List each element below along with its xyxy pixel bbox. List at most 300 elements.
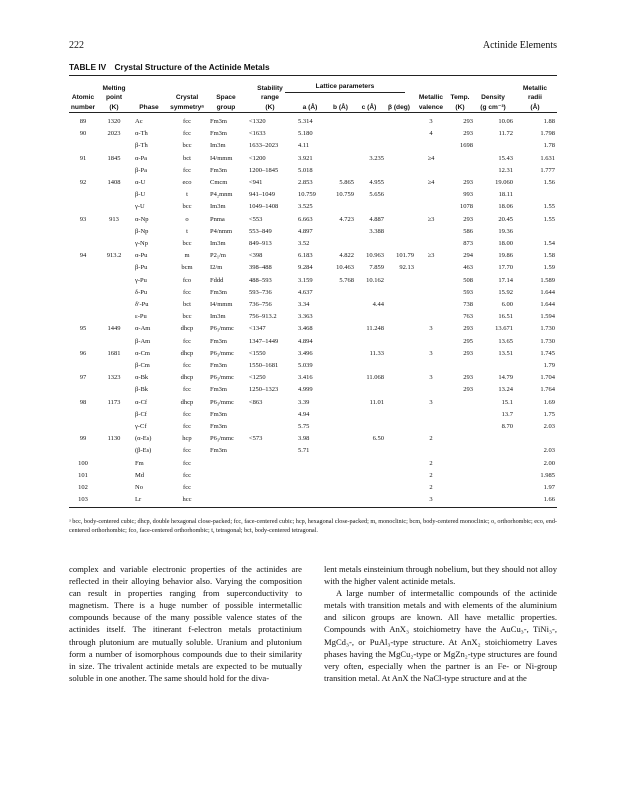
table-cell: 5.039 xyxy=(298,362,313,369)
table-row xyxy=(69,129,557,138)
table-row xyxy=(69,239,557,248)
table-cell: No xyxy=(135,484,143,491)
table-cell: <1347 xyxy=(249,325,266,333)
table-cell: 99 xyxy=(79,435,87,443)
table-cell: dhcp xyxy=(180,374,194,382)
table-cell: 1.764 xyxy=(540,386,555,394)
table-cell: Fm3m xyxy=(210,130,227,138)
table-cell: 756–913.2 xyxy=(249,313,277,321)
table-header xyxy=(69,78,557,112)
table-cell: β-Cf xyxy=(135,410,147,418)
table-cell: 1.589 xyxy=(540,276,555,284)
column-header-13-line-1: radii xyxy=(528,94,542,101)
table-cell: 1.97 xyxy=(543,484,555,491)
table-cell: 1.644 xyxy=(540,288,555,296)
table-cell: ≥4 xyxy=(427,154,435,162)
table-cell: 90 xyxy=(79,130,87,138)
table-cell: 17.14 xyxy=(498,276,513,284)
table-cell: 5.314 xyxy=(298,118,313,125)
table-cell: 913 xyxy=(109,215,119,223)
table-cell: P6₃/mmc xyxy=(210,374,234,382)
table-cell: Fm3m xyxy=(210,166,227,174)
table-cell: γ-Cf xyxy=(135,423,147,430)
table-cell: ≥3 xyxy=(427,252,435,260)
table-cell: 293 xyxy=(463,118,473,125)
column-header-0-line-0: Atomic xyxy=(71,94,95,101)
table-cell: 96 xyxy=(79,349,87,357)
group-underline xyxy=(285,92,405,93)
table-cell: 736–756 xyxy=(249,301,272,308)
table-cell: 18.06 xyxy=(498,203,513,211)
table-cell: α-Np xyxy=(135,215,149,223)
body-column-left xyxy=(69,563,302,684)
table-cell: 294 xyxy=(463,252,473,260)
table-cell: fcc xyxy=(183,130,191,138)
table-cell: 14.79 xyxy=(498,374,513,382)
table-cell: Im3m xyxy=(210,313,226,321)
table-cell: 293 xyxy=(463,179,473,186)
table-cell: dhcp xyxy=(180,349,194,357)
table-row xyxy=(69,434,557,443)
table-cell: bcm xyxy=(181,264,193,272)
table-cell: 1.55 xyxy=(543,215,555,223)
table-cell: 12.31 xyxy=(498,166,513,174)
table-cell: 11.248 xyxy=(366,325,384,333)
table-cell: 1.58 xyxy=(543,252,555,260)
table-cell: 763 xyxy=(463,313,473,321)
column-header-7-line-0: b (Å) xyxy=(332,103,348,111)
table-cell: hcc xyxy=(182,496,192,504)
table-cell: 4.894 xyxy=(298,337,313,345)
table-cell: 1347–1449 xyxy=(249,337,279,345)
table-cell: 873 xyxy=(463,240,473,247)
column-header-0-line-1: number xyxy=(70,103,96,111)
table-row xyxy=(69,410,557,419)
table-cell: 18.11 xyxy=(498,191,513,199)
table-cell: 1.55 xyxy=(543,203,555,211)
column-header-4-line-1: group xyxy=(216,103,236,111)
table-cell: α-Cf xyxy=(135,398,148,406)
table-cell: 295 xyxy=(463,337,473,345)
table-cell: β-U xyxy=(135,191,146,199)
table-cell: P2₁/m xyxy=(210,252,226,260)
body-paragraph: A large number of intermetallic compounds of the actinide metals with transition metals and with elements of the aluminium and silicon groups are known. All have metallic properties. Compounds with AnX₃ stoichiometry have the AuCu₃-, TiNi₃-, MgCd₃-, or PuAl₃-type structure. At AnX₂ stoichiometry Laves phases having the MgCu₂-type or MgZn₂-type structures are found very often, especially when the partner is an Fe- or Ni-group transition metal. At AnX the NaCl-type structure and at the xyxy=(324,588,557,683)
table-cell: 463 xyxy=(463,264,473,272)
table-cell: 2 xyxy=(429,484,433,491)
table-cell: α-Cm xyxy=(135,349,150,357)
table-cell: 6.663 xyxy=(298,215,313,223)
table-cell: P4₂mnm xyxy=(210,191,233,199)
table-row xyxy=(69,349,557,358)
table-cell: δ′-Pu xyxy=(135,301,149,308)
table-cell: 5.71 xyxy=(298,447,310,455)
table-row xyxy=(69,251,557,260)
table-cell: β-Pa xyxy=(135,166,147,174)
table-cell: β-Th xyxy=(135,142,148,150)
body-paragraph: lent metals einsteinium through nobelium, but they should not alloy with the higher valent actinide metals. xyxy=(324,564,557,587)
table-cell: 1.798 xyxy=(540,130,555,138)
table-cell: 15.43 xyxy=(498,154,513,162)
table-cell: 3.159 xyxy=(298,276,313,284)
table-cell: 5.768 xyxy=(339,276,354,284)
table-cell: <1320 xyxy=(249,118,266,125)
table-cell: 3.363 xyxy=(298,313,313,321)
table-cell: Fm3m xyxy=(210,362,227,369)
column-header-9-line-0: β (deg) xyxy=(388,103,410,111)
table-cell: dhcp xyxy=(180,325,194,333)
table-cell: Cmcm xyxy=(210,179,228,186)
table-cell: 1.594 xyxy=(540,313,555,321)
table-row xyxy=(69,337,557,346)
table-cell: 92.13 xyxy=(399,264,414,272)
table-cell: Im3m xyxy=(210,142,226,150)
body-paragraph: complex and variable electronic properties of the actinides are reflected in their alloying behavior also. Varying the composition can result in properties ranging from superconductivity to magnetism. There is a huge number of possible intermetallic compounds because of the many possible valence states of the actinides itself. The itinerant f-electron metals protactinium through plutonium are mutually soluble. Uranium and plutonium form a number of isomorphous compounds due to their similarity in size. The trivalent actinide metals are expected to be mutually soluble in one another. The same should hold for the diva- xyxy=(69,564,302,683)
table-cell: 4.723 xyxy=(339,215,354,223)
table-cell: 293 xyxy=(463,130,473,138)
table-cell: eco xyxy=(182,179,192,186)
table-cell: 1.777 xyxy=(540,166,555,174)
table-cell: 913.2 xyxy=(106,252,122,260)
table-row xyxy=(69,227,557,236)
table-cell: 5.75 xyxy=(298,423,310,430)
table-cell: fcc xyxy=(183,484,191,491)
table-row xyxy=(69,483,557,492)
table-cell: fcc xyxy=(183,288,191,296)
table-row xyxy=(69,324,557,333)
table-cell: 1698 xyxy=(460,142,473,150)
table-cell: <863 xyxy=(249,398,263,406)
table-cell: 398–488 xyxy=(249,264,272,272)
table-cell: fco xyxy=(182,276,192,284)
column-header-3-line-0: Crystal xyxy=(175,94,199,101)
table-cell: 3.98 xyxy=(298,435,310,443)
table-cell: fcc xyxy=(183,410,191,418)
table-row xyxy=(69,398,557,407)
table-cell: 508 xyxy=(463,276,473,284)
table-cell: 293 xyxy=(463,349,473,357)
table-row xyxy=(69,446,557,455)
table-cell: P6₃/mmc xyxy=(210,325,234,333)
table-cell: 1.78 xyxy=(543,142,555,150)
table-cell: 1320 xyxy=(107,118,121,125)
table-cell: 4.955 xyxy=(369,179,384,186)
table-row xyxy=(69,459,557,468)
table-cell: fcc xyxy=(183,118,191,125)
table-cell: β-Bk xyxy=(135,386,149,394)
table-row xyxy=(69,276,557,285)
table-cell: 13.7 xyxy=(501,410,513,418)
table-cell: 10.963 xyxy=(366,252,384,260)
table-row xyxy=(69,288,557,297)
table-cell: 92 xyxy=(79,179,87,186)
table-cell: 586 xyxy=(463,227,473,235)
table-row xyxy=(69,361,557,370)
table-cell: α-Pu xyxy=(135,252,148,260)
table-cell: 3 xyxy=(429,349,433,357)
column-header-4-line-0: Space xyxy=(216,94,236,101)
table-cell: <1633 xyxy=(249,130,266,138)
table-cell: fcc xyxy=(183,471,191,479)
table-footnote: ᵃ bcc, body-centered cubic; dhcp, double hexagonal close-packed; fcc, face-centered cubic; hcp, hexagonal close-packed; m, monoclinic; bcm, body-centered monoclinic; o, orthorhombic; eco, end-centered orthorhombic; fco, face-centered orthorhombic; t, tetragonal; bct, body-centered tetragonal. xyxy=(69,518,557,534)
table-cell: 97 xyxy=(79,374,87,382)
table-cell: P4/nmm xyxy=(210,227,233,235)
table-cell: 2 xyxy=(429,435,433,443)
table-cell: 15.1 xyxy=(501,398,513,406)
table-cell: Fm3m xyxy=(210,410,227,418)
table-cell: 10.162 xyxy=(366,276,384,284)
table-cell: 941–1049 xyxy=(249,191,275,199)
table-cell: fcc xyxy=(183,386,191,394)
table-cell: 3 xyxy=(429,496,433,504)
table-caption xyxy=(69,62,557,72)
table-cell: 3.235 xyxy=(369,154,384,162)
table-row xyxy=(69,300,557,309)
table-cell: <398 xyxy=(249,252,263,260)
table-cell: 3.525 xyxy=(298,203,313,211)
table-cell: <553 xyxy=(249,215,263,223)
table-cell: Fm3m xyxy=(210,386,227,394)
table-bottom-rule xyxy=(69,507,557,508)
table-cell: fcc xyxy=(183,447,191,455)
table-cell: 9.284 xyxy=(298,264,313,272)
table-cell: α-Am xyxy=(135,325,151,333)
table-cell: Fm3m xyxy=(210,337,227,345)
table-cell: 98 xyxy=(79,398,87,406)
table-cell: Lr xyxy=(135,496,142,504)
table-cell: 1.66 xyxy=(543,496,555,504)
table-cell: 1173 xyxy=(107,398,121,406)
column-header-13-line-2: (Å) xyxy=(530,103,540,111)
table-cell: 1.704 xyxy=(540,374,555,382)
column-header-1-line-1: point xyxy=(105,94,123,101)
table-cell: 2.853 xyxy=(298,179,313,186)
table-row xyxy=(69,166,557,175)
table-cell: I2/m xyxy=(210,264,223,272)
column-header-13-line-0: Metallic xyxy=(522,84,548,92)
table-cell: 20.45 xyxy=(498,215,513,223)
table-cell: 4.11 xyxy=(298,142,310,150)
table-cell: bct xyxy=(183,154,191,162)
table-cell: 293 xyxy=(463,374,473,382)
table-cell: 16.51 xyxy=(498,313,513,321)
table-cell: 849–913 xyxy=(249,240,272,247)
table-cell: bcc xyxy=(182,313,192,321)
table-cell: α-Bk xyxy=(135,374,149,382)
table-cell: 3.468 xyxy=(298,325,313,333)
table-row xyxy=(69,178,557,187)
table-cell: 1250–1323 xyxy=(249,386,279,394)
table-cell: (α-Es) xyxy=(135,435,152,443)
table-cell: δ-Pu xyxy=(135,288,148,296)
table-cell: 1.79 xyxy=(543,362,555,369)
table-cell: 17.70 xyxy=(498,264,513,272)
table-cell: 3 xyxy=(429,118,433,125)
column-header-12-line-1: (g cm⁻³) xyxy=(480,103,506,111)
table-cell: 2023 xyxy=(107,130,121,138)
table-cell: 1.75 xyxy=(543,410,555,418)
table-cell: 13.51 xyxy=(498,349,513,357)
table-cell: <1550 xyxy=(249,349,266,357)
running-header xyxy=(69,40,557,54)
table-cell: <1250 xyxy=(249,374,266,382)
table-row xyxy=(69,495,557,504)
table-cell: fcc xyxy=(183,166,191,174)
column-header-2-line-0: Phase xyxy=(139,103,159,111)
table-cell: 1.69 xyxy=(543,398,555,406)
table-cell: 1200–1845 xyxy=(249,166,279,174)
table-cell: 1.631 xyxy=(540,154,555,162)
table-cell: 2 xyxy=(429,471,433,479)
table-cell: 3.34 xyxy=(298,301,310,308)
table-cell: 102 xyxy=(78,484,88,491)
column-header-10-line-0: Metallic xyxy=(418,94,444,101)
table-cell: 3 xyxy=(429,374,433,382)
table-cell: 11.72 xyxy=(498,130,513,138)
table-cell: 94 xyxy=(79,252,87,260)
table-cell: 488–593 xyxy=(249,276,272,284)
lattice-parameters-group-header: Lattice parameters xyxy=(315,83,375,90)
table-cell: Fm3m xyxy=(210,447,227,455)
table-cell: <1200 xyxy=(249,154,266,162)
table-cell: 13.65 xyxy=(498,337,513,345)
table-cell: 293 xyxy=(463,386,473,394)
table-cell: 10.463 xyxy=(336,264,354,272)
table-cell: 1.59 xyxy=(543,264,555,272)
table-cell: 11.33 xyxy=(369,349,384,357)
table-cell: 89 xyxy=(79,118,87,125)
table-row xyxy=(69,263,557,272)
table-title: Crystal Structure of the Actinide Metals xyxy=(114,62,270,72)
table-cell: 10.759 xyxy=(336,191,354,199)
table-cell: bcc xyxy=(182,142,192,150)
table-cell: Ac xyxy=(135,118,143,125)
table-cell: 5.656 xyxy=(369,191,384,199)
table-cell: 593–736 xyxy=(249,288,272,296)
table-cell: 101.79 xyxy=(396,252,414,260)
table-row xyxy=(69,154,557,163)
table-cell: 5.180 xyxy=(298,130,313,138)
table-cell: α-Pa xyxy=(135,154,148,162)
table-cell: 95 xyxy=(79,325,87,333)
table-cell: t xyxy=(186,191,188,199)
table-cell: ε-Pu xyxy=(135,313,147,321)
table-top-rule xyxy=(69,75,557,76)
table-cell: 1633–2023 xyxy=(249,142,279,150)
column-header-8-line-0: c (Å) xyxy=(361,103,377,111)
table-cell: 1.985 xyxy=(540,471,555,479)
table-cell: 1130 xyxy=(107,435,121,443)
column-header-10-line-1: valence xyxy=(418,103,444,111)
table-cell: α-Th xyxy=(135,130,148,138)
table-row xyxy=(69,215,557,224)
table-cell: β-Np xyxy=(135,227,149,235)
table-cell: 15.92 xyxy=(498,288,513,296)
table-cell: 1.88 xyxy=(543,118,555,125)
table-cell: I4/mmm xyxy=(210,154,233,162)
table-cell: 1078 xyxy=(460,203,473,211)
table-cell: <573 xyxy=(249,435,263,443)
table-cell: 1550–1681 xyxy=(249,362,279,369)
table-cell: 1.730 xyxy=(540,325,555,333)
table-cell: 4.637 xyxy=(298,288,313,296)
table-cell: 103 xyxy=(78,496,88,504)
column-header-12-line-0: Density xyxy=(481,94,505,101)
table-cell: P6₃/mmc xyxy=(210,435,234,443)
table-cell: Md xyxy=(135,471,145,479)
table-cell: Fddd xyxy=(210,276,224,284)
table-cell: 3 xyxy=(429,398,433,406)
table-cell: 293 xyxy=(463,325,473,333)
body-column-right xyxy=(324,563,557,684)
table-cell: 101 xyxy=(78,471,88,479)
table-cell: Fm3m xyxy=(210,288,227,296)
table-cell: 4.887 xyxy=(369,215,384,223)
table-row xyxy=(69,202,557,211)
table-cell: Im3m xyxy=(210,240,226,247)
table-cell: β-Am xyxy=(135,337,151,345)
table-cell: 13.24 xyxy=(498,386,513,394)
column-header-5-line-2: (K) xyxy=(265,103,275,111)
table-cell: 4.822 xyxy=(339,252,354,260)
table-cell: 1449 xyxy=(107,325,121,333)
table-cell: Fm xyxy=(135,459,144,467)
table-cell: Fm3m xyxy=(210,423,227,430)
table-cell: 5.865 xyxy=(339,179,354,186)
column-header-5-line-0: Stability xyxy=(257,84,283,92)
table-cell: 1.56 xyxy=(543,179,555,186)
table-row xyxy=(69,117,557,126)
table-cell: 738 xyxy=(463,301,473,308)
table-cell: 3.39 xyxy=(298,398,310,406)
table-cell: fcc xyxy=(183,459,191,467)
table-cell: P6₃/mmc xyxy=(210,349,234,357)
table-cell: 4 xyxy=(429,130,433,138)
table-cell: 1049–1408 xyxy=(249,203,279,211)
table-cell: fcc xyxy=(183,423,191,430)
table-cell: 4.897 xyxy=(298,227,313,235)
table-cell: 19.36 xyxy=(498,227,513,235)
table-cell: 3.52 xyxy=(298,240,310,247)
table-cell: 1.54 xyxy=(543,240,555,247)
table-cell: 4.94 xyxy=(298,410,310,418)
table-cell: 93 xyxy=(79,215,87,223)
table-cell: bct xyxy=(183,301,191,308)
table-cell: 18.00 xyxy=(498,240,513,247)
table-row xyxy=(69,385,557,394)
column-header-6-line-0: a (Å) xyxy=(302,103,318,111)
table-cell: 1681 xyxy=(107,349,121,357)
table-cell: Im3m xyxy=(210,203,226,211)
table-cell: 993 xyxy=(463,191,473,199)
table-cell: I4/mmm xyxy=(210,301,233,308)
table-cell: m xyxy=(184,252,190,260)
column-header-1-line-2: (K) xyxy=(109,103,119,111)
table-cell: 293 xyxy=(463,215,473,223)
table-cell: 13.671 xyxy=(495,325,513,333)
table-cell: 1.745 xyxy=(540,349,555,357)
table-cell: 8.70 xyxy=(501,423,513,430)
table-cell: Fm3m xyxy=(210,118,227,125)
table-cell: dhcp xyxy=(180,398,194,406)
table-cell: 3.496 xyxy=(298,349,313,357)
table-cell: 4.999 xyxy=(298,386,313,394)
table-row xyxy=(69,422,557,431)
table-cell: 10.759 xyxy=(298,191,316,199)
table-cell: 6.00 xyxy=(501,301,513,308)
table-cell: (β-Es) xyxy=(135,447,152,455)
table-cell: 7.859 xyxy=(369,264,384,272)
table-cell: 1.730 xyxy=(540,337,555,345)
